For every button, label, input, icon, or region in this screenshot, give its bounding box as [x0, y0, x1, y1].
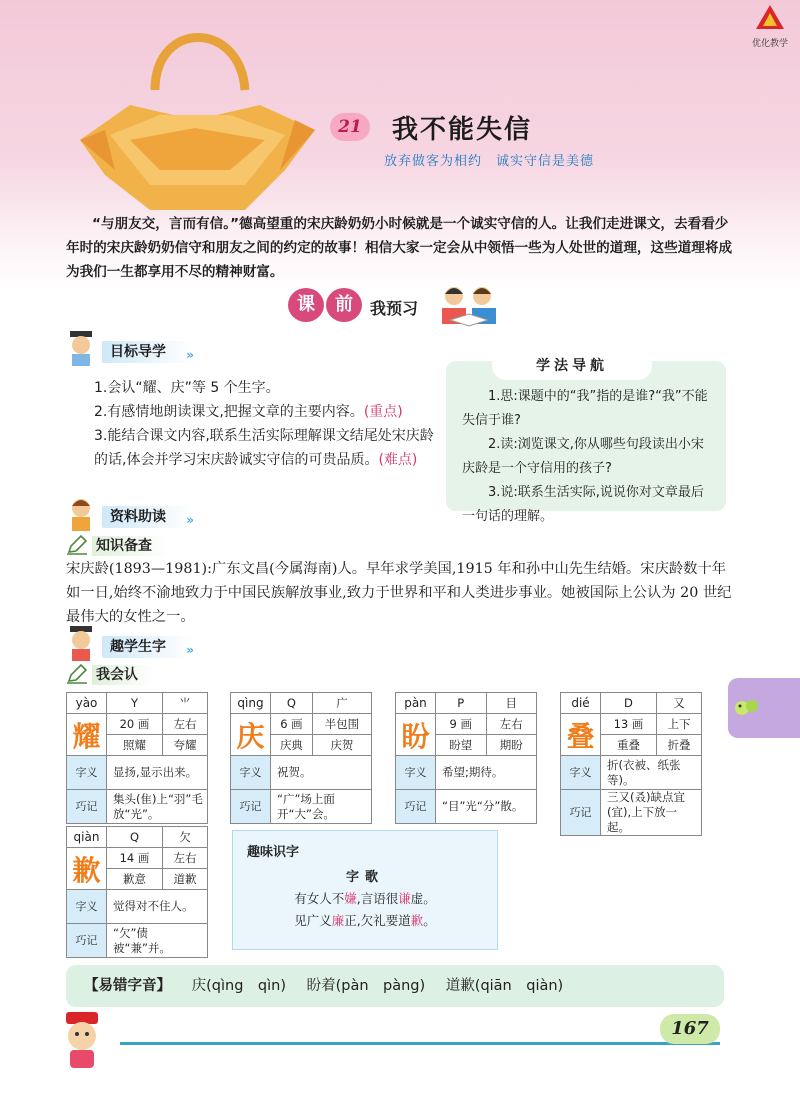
- char-strokes: 6 画: [271, 714, 313, 735]
- char-pinyin: pàn: [396, 693, 436, 714]
- meaning-label: 字义: [67, 890, 107, 924]
- goal-tag: (难点): [378, 452, 418, 468]
- char-radical: 又: [656, 693, 701, 714]
- char-word: 庆贺: [312, 735, 371, 756]
- lesson-subtitle: 放弃做客为相约 诚实守信是美德: [384, 154, 595, 169]
- char-word: 盼望: [436, 735, 487, 756]
- tip-label: 巧记: [561, 790, 601, 836]
- student-icon: [64, 494, 100, 532]
- char-radical: 欠: [162, 827, 207, 848]
- logo-triangle-icon: [755, 4, 785, 30]
- char-glyph: 歉: [67, 848, 107, 890]
- char-tip: “广”场上面开“大”会。: [271, 790, 372, 824]
- char-glyph: 庆: [231, 714, 271, 756]
- error-item: 庆(qìng qìn): [191, 978, 286, 994]
- footer-line: [120, 1042, 720, 1045]
- char-structure: 半包围: [312, 714, 371, 735]
- char-card-qing: [230, 692, 372, 824]
- side-tab: [728, 678, 800, 738]
- intro-paragraph: “与朋友交，言而有信。”德高望重的宋庆龄奶奶小时候就是一个诚实守信的人。让我们走进课文，去看看少年时的宋庆龄奶奶信守和朋友之间的约定的故事！相信大家一定会从中领悟一些为人处世的道理，这些道理将成为我们一生都享用不尽的精神财富。: [66, 216, 733, 280]
- goal-item: 3.能结合课文内容,联系生活实际理解课文结尾处宋庆龄的话,体会并学习宋庆龄诚实守信的可贵品质。(难点): [94, 428, 434, 468]
- pencil-icon: [66, 664, 88, 684]
- char-card-qian: [66, 826, 208, 958]
- char-strokes: 13 画: [601, 714, 657, 735]
- error-item: 道歉(qiān qiàn): [445, 978, 564, 994]
- char-capital: D: [601, 693, 657, 714]
- char-pinyin: yào: [67, 693, 107, 714]
- char-strokes: 20 画: [107, 714, 163, 735]
- pre-class-banner: [288, 284, 508, 328]
- char-meaning: 祝贺。: [271, 756, 372, 790]
- fun-title: 趣味识字: [247, 845, 300, 860]
- char-structure: 上下: [656, 714, 701, 735]
- publisher-logo: [748, 4, 792, 49]
- char-word: 重叠: [601, 735, 657, 756]
- student-icon: [64, 329, 100, 367]
- reading-kids-icon: [436, 284, 502, 328]
- char-capital: Q: [107, 827, 163, 848]
- char-word: 期盼: [486, 735, 537, 756]
- char-word: 歉意: [107, 869, 163, 890]
- char-structure: 左右: [486, 714, 537, 735]
- resource-heading: 资料助读 »: [64, 506, 214, 530]
- char-word: 庆典: [271, 735, 313, 756]
- char-pinyin: qiàn: [67, 827, 107, 848]
- char-radical: 广: [312, 693, 371, 714]
- char-strokes: 9 画: [436, 714, 487, 735]
- knowledge-subheading: 知识备查: [66, 535, 196, 555]
- char-glyph: 耀: [67, 714, 107, 756]
- goal-item: 1.会认“耀、庆”等 5 个生字。: [94, 380, 280, 396]
- char-radical: ⺌: [162, 693, 207, 714]
- logo-text: 优化教学: [751, 39, 788, 49]
- char-pinyin: qìng: [231, 693, 271, 714]
- fun-literacy-box: [232, 830, 498, 950]
- char-tip: 集头(隹)上“羽”毛放“光”。: [107, 790, 208, 824]
- char-meaning: 显扬,显示出来。: [107, 756, 208, 790]
- origami-basket-image: [70, 10, 320, 210]
- caterpillar-icon: [732, 692, 762, 722]
- char-word: 道歉: [162, 869, 207, 890]
- tip-label: 巧记: [231, 790, 271, 824]
- fun-poem-line: 有女人不嫌,言语很谦虚。: [294, 891, 436, 906]
- fun-poem-line: 见广义廉正,欠礼要道歉。: [294, 913, 436, 928]
- meaning-label: 字义: [231, 756, 271, 790]
- method-item: 3.说:联系生活实际,说说你对文章最后一句话的理解。: [462, 485, 704, 524]
- song-qingling-bio: 宋庆龄(1893—1981):广东文昌(今属海南)人。早年求学美国,1915 年和孙中山先生结婚。宋庆龄数十年如一日,始终不渝地致力于中国民族解放事业,致力于世界和平和人类进步事业。她被国际上公认为 20 世纪最伟大的女性之一。: [66, 561, 732, 625]
- char-tip: 三又(叒)缺点宜(宜),上下放一起。: [601, 790, 702, 836]
- char-card-die: [560, 692, 702, 836]
- char-structure: 左右: [162, 848, 207, 869]
- goal-tag: (重点): [363, 404, 403, 420]
- char-strokes: 14 画: [107, 848, 163, 869]
- char-meaning: 希望;期待。: [436, 756, 537, 790]
- char-capital: P: [436, 693, 487, 714]
- recognize-subheading: 我会认: [66, 664, 186, 684]
- char-word: 夸耀: [162, 735, 207, 756]
- meaning-label: 字义: [396, 756, 436, 790]
- meaning-label: 字义: [67, 756, 107, 790]
- page-number: 167: [660, 1014, 720, 1044]
- goals-heading-text: 目标导学: [110, 344, 166, 360]
- tip-label: 巧记: [67, 790, 107, 824]
- char-pinyin: dié: [561, 693, 601, 714]
- char-glyph: 盼: [396, 714, 436, 756]
- meaning-label: 字义: [561, 756, 601, 790]
- tip-label: 巧记: [396, 790, 436, 824]
- tip-label: 巧记: [67, 924, 107, 958]
- char-glyph: 叠: [561, 714, 601, 756]
- banner-char-1: 课: [288, 288, 324, 322]
- char-radical: 目: [486, 693, 537, 714]
- chars-heading-text: 趣学生字: [110, 639, 166, 655]
- banner-char-2: 前: [326, 288, 362, 322]
- error-prone-pronunciation-bar: [66, 965, 724, 1007]
- char-card-pan: [395, 692, 537, 824]
- lesson-title: 我不能失信: [392, 115, 533, 145]
- student-icon: [64, 624, 100, 662]
- char-card-yao: [66, 692, 208, 824]
- method-item: 1.思:课题中的“我”指的是谁?“我”不能失信于谁?: [462, 389, 708, 428]
- char-tip: “目”光“分”散。: [436, 790, 537, 824]
- resource-heading-text: 资料助读: [110, 509, 166, 525]
- char-meaning: 折(衣被、纸张等)。: [601, 756, 702, 790]
- error-item: 盼着(pàn pàng): [306, 978, 426, 994]
- error-label: 【易错字音】: [84, 978, 171, 994]
- char-capital: Q: [271, 693, 313, 714]
- char-structure: 左右: [162, 714, 207, 735]
- pencil-icon: [66, 535, 88, 555]
- chars-heading: 趣学生字 »: [64, 636, 214, 660]
- char-meaning: 觉得对不住人。: [107, 890, 208, 924]
- study-method-box: [446, 358, 726, 524]
- mascot-character-icon: [52, 1010, 112, 1070]
- goals-heading: 目标导学 »: [64, 341, 214, 365]
- goal-item: 2.有感情地朗读课文,把握文章的主要内容。(重点): [94, 404, 403, 420]
- study-method-title: 学法导航: [492, 352, 652, 380]
- goals-list: [94, 376, 439, 472]
- char-word: 折叠: [656, 735, 701, 756]
- char-tip: “欠”债被“兼”并。: [107, 924, 208, 958]
- fun-poem-title: 字歌: [345, 870, 384, 885]
- char-word: 照耀: [107, 735, 163, 756]
- lesson-number: 21: [330, 113, 370, 141]
- banner-text: 我预习: [370, 299, 419, 318]
- method-item: 2.读:浏览课文,你从哪些句段读出小宋庆龄是一个守信用的孩子?: [462, 437, 704, 476]
- char-capital: Y: [107, 693, 163, 714]
